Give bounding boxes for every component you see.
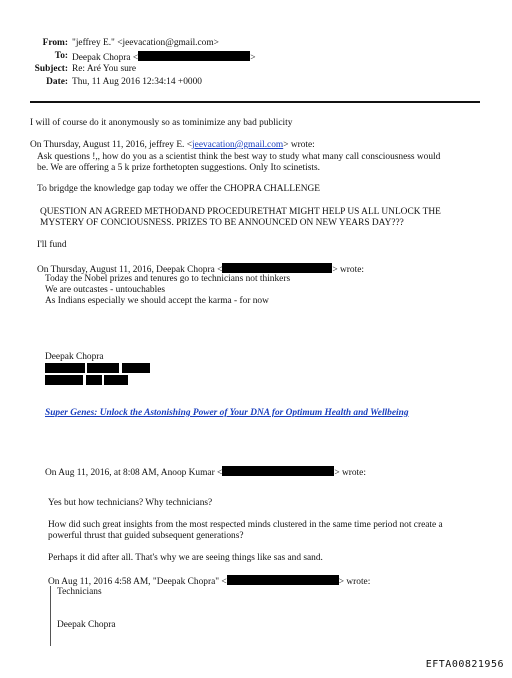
signature-name: Deepak Chopra <box>57 620 116 630</box>
to-name: Deepak Chopra < <box>72 53 139 63</box>
quote-line: As Indians especially we should accept the karma - for now <box>45 296 269 306</box>
quote-line: We are outcastes - untouchables <box>45 285 166 295</box>
quote-bar <box>50 586 51 646</box>
reply-intro-suffix: > wrote: <box>334 468 366 478</box>
book-link[interactable]: Super Genes: Unlock the Astonishing Power of Your DNA for Optimum Health and Wellbeing <box>45 408 409 418</box>
from-value: "jeffrey E." <jeevacation@gmail.com> <box>72 38 219 48</box>
redaction-block <box>45 363 85 373</box>
reply-intro-text: On Aug 11, 2016 4:58 AM, "Deepak Chopra" < <box>48 577 227 587</box>
paragraph-line: MYSTERY OF CONCIOUSNESS. PRIZES TO BE ANNOUNCED ON NEW YEARS DAY??? <box>40 218 404 228</box>
redaction-block <box>86 375 102 385</box>
email-link[interactable]: jeevacation@gmail.com <box>192 140 284 150</box>
subject-label: Subject: <box>34 64 68 74</box>
redaction-block <box>222 263 332 273</box>
date-value: Thu, 11 Aug 2016 12:34:14 +0000 <box>72 77 202 87</box>
document-id: EFTA00821956 <box>425 659 504 670</box>
redaction-block <box>227 575 339 585</box>
reply-intro-suffix: > wrote: <box>283 140 315 150</box>
quote-line: Technicians <box>57 587 102 597</box>
to-label: To: <box>54 51 68 61</box>
redaction-block <box>222 466 334 476</box>
to-suffix: > <box>250 53 256 63</box>
paragraph-line: be. We are offering a 5 k prize forthetopten suggestions. Only Ito scinetists. <box>37 163 320 173</box>
paragraph-line: I'll fund <box>37 240 67 250</box>
redaction-block <box>87 363 119 373</box>
redaction-block <box>122 363 150 373</box>
date-label: Date: <box>46 77 68 87</box>
reply-intro-suffix: > wrote: <box>338 577 371 587</box>
reply-intro-text: On Thursday, August 11, 2016, jeffrey E. < <box>30 140 193 150</box>
message-line: I will of course do it anonymously so as tominimize any bad publicity <box>30 118 293 128</box>
to-value <box>72 51 256 64</box>
reply-intro-suffix: > wrote: <box>332 265 364 275</box>
subject-value: Re: Aré You sure <box>72 64 137 74</box>
header-divider <box>30 101 480 103</box>
reply-intro-text: On Aug 11, 2016, at 8:08 AM, Anoop Kumar < <box>45 468 223 478</box>
paragraph-line: QUESTION AN AGREED METHODAND PROCEDURETHAT MIGHT HELP US ALL UNLOCK THE <box>40 207 441 217</box>
signature-name: Deepak Chopra <box>45 352 104 362</box>
reply-intro <box>30 140 315 151</box>
redaction-block <box>138 51 250 61</box>
redaction-block <box>45 375 83 385</box>
reply-intro-text: On Thursday, August 11, 2016, Deepak Chopra < <box>37 265 223 275</box>
paragraph-line: powerful thrust that guided subsequent generations? <box>48 531 244 541</box>
redaction-block <box>104 375 128 385</box>
paragraph-line: Yes but how technicians? Why technicians? <box>48 498 213 508</box>
from-label: From: <box>42 38 68 48</box>
paragraph-line: How did such great insights from the most respected minds clustered in the same time period not create a <box>48 520 443 530</box>
reply-intro <box>45 466 366 479</box>
paragraph-line: Perhaps it did after all. That's why we are seeing things like sas and sand. <box>48 553 323 563</box>
paragraph-line: To brigdge the knowledge gap today we offer the CHOPRA CHALLENGE <box>37 184 320 194</box>
paragraph-line: Ask questions !,, how do you as a scientist think the best way to study what many call consciousness would <box>37 152 441 162</box>
quote-line: Today the Nobel prizes and tenures go to technicians not thinkers <box>45 274 291 284</box>
